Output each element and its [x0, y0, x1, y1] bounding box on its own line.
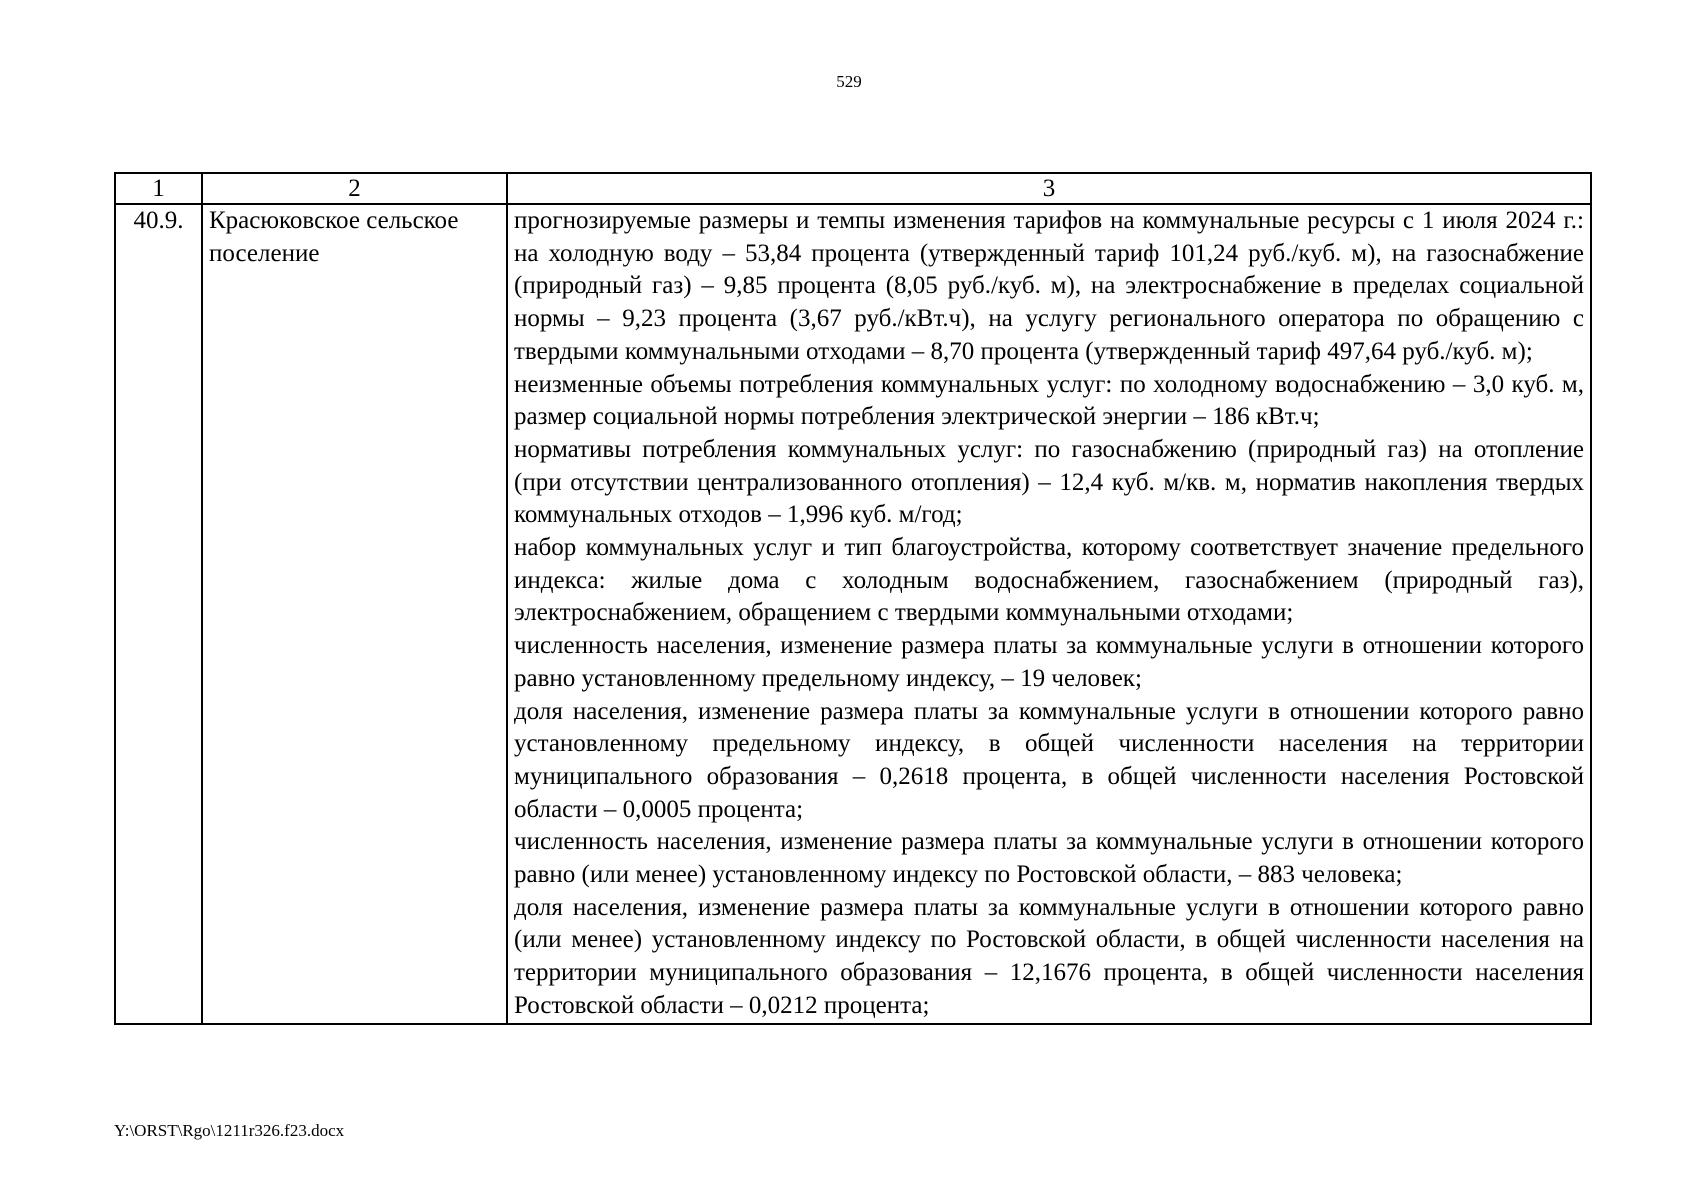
header-col-3: 3: [507, 173, 1591, 204]
header-col-2: 2: [202, 173, 507, 204]
paragraph-tariffs: прогнозируемые размеры и темпы изменения тарифов на коммунальные ресурсы с 1 июля 2024 г.: на холодную воду – 53,84 процента (утвержденный тариф 101,24 руб./куб. м), на газоснабжение (природный газ) – 9,85 процента (8,05 руб./куб. м), на электроснабжение в пределах социальной нормы – 9,23 процента (3,67 руб./кВт.ч), на услугу регионального оператора по обращению с твердыми коммунальными отходами – 8,70 процента (утвержденный тариф 497,64 руб./куб. м);: [514, 207, 1584, 365]
header-col-1: 1: [115, 173, 202, 204]
paragraph-consumption-norms: нормативы потребления коммунальных услуг: по газоснабжению (природный газ) на отопление (при отсутствии централизованного отопления) – 12,4 куб. м/кв. м, норматив накопления твердых коммунальных отходов – 1,996 куб. м/год;: [514, 435, 1584, 529]
footer-file-path: Y:\ORST\Rgo\1211r326.f23.docx: [114, 1121, 345, 1140]
paragraph-consumption-volumes: неизменные объемы потребления коммунальных услуг: по холодному водоснабжению – 3,0 куб. м, размер социальной нормы потребления электрической энергии – 186 кВт.ч;: [514, 370, 1584, 431]
paragraph-service-set: набор коммунальных услуг и тип благоустройства, которому соответствует значение предельного индекса: жилые дома с холодным водоснабжением, газоснабжением (природный газ), электроснабжением, обращением с твердыми коммунальными отходами;: [514, 534, 1584, 627]
data-table: [114, 172, 1592, 1025]
table-row: [115, 204, 1591, 1024]
paragraph-share-equal: доля населения, изменение размера платы за коммунальные услуги в отношении которого равно установленному предельному индексу, в общей численности населения на территории муниципального образования – 0,2618 процента, в общей численности населения Ростовской области – 0,0005 процента;: [514, 697, 1584, 823]
paragraph-share-less: доля населения, изменение размера платы за коммунальные услуги в отношении которого равно (или менее) установленному индексу по Ростовской области, в общей численности населения на территории муниципального образования – 12,1676 процента, в общей численности населения Ростовской области – 0,0212 процента;: [514, 893, 1584, 1019]
row-number: 40.9.: [115, 204, 202, 1024]
description-cell: [507, 204, 1591, 1024]
page-number: 529: [836, 72, 862, 91]
settlement-name: Красюковское сельское поселение: [202, 204, 507, 1024]
paragraph-population-less: численность населения, изменение размера платы за коммунальные услуги в отношении которого равно (или менее) установленному индексу по Ростовской области, – 883 человека;: [514, 828, 1584, 889]
paragraph-population-equal: численность населения, изменение размера платы за коммунальные услуги в отношении которого равно установленному предельному индексу, – 19 человек;: [514, 632, 1584, 692]
table-header-row: [115, 173, 1591, 204]
